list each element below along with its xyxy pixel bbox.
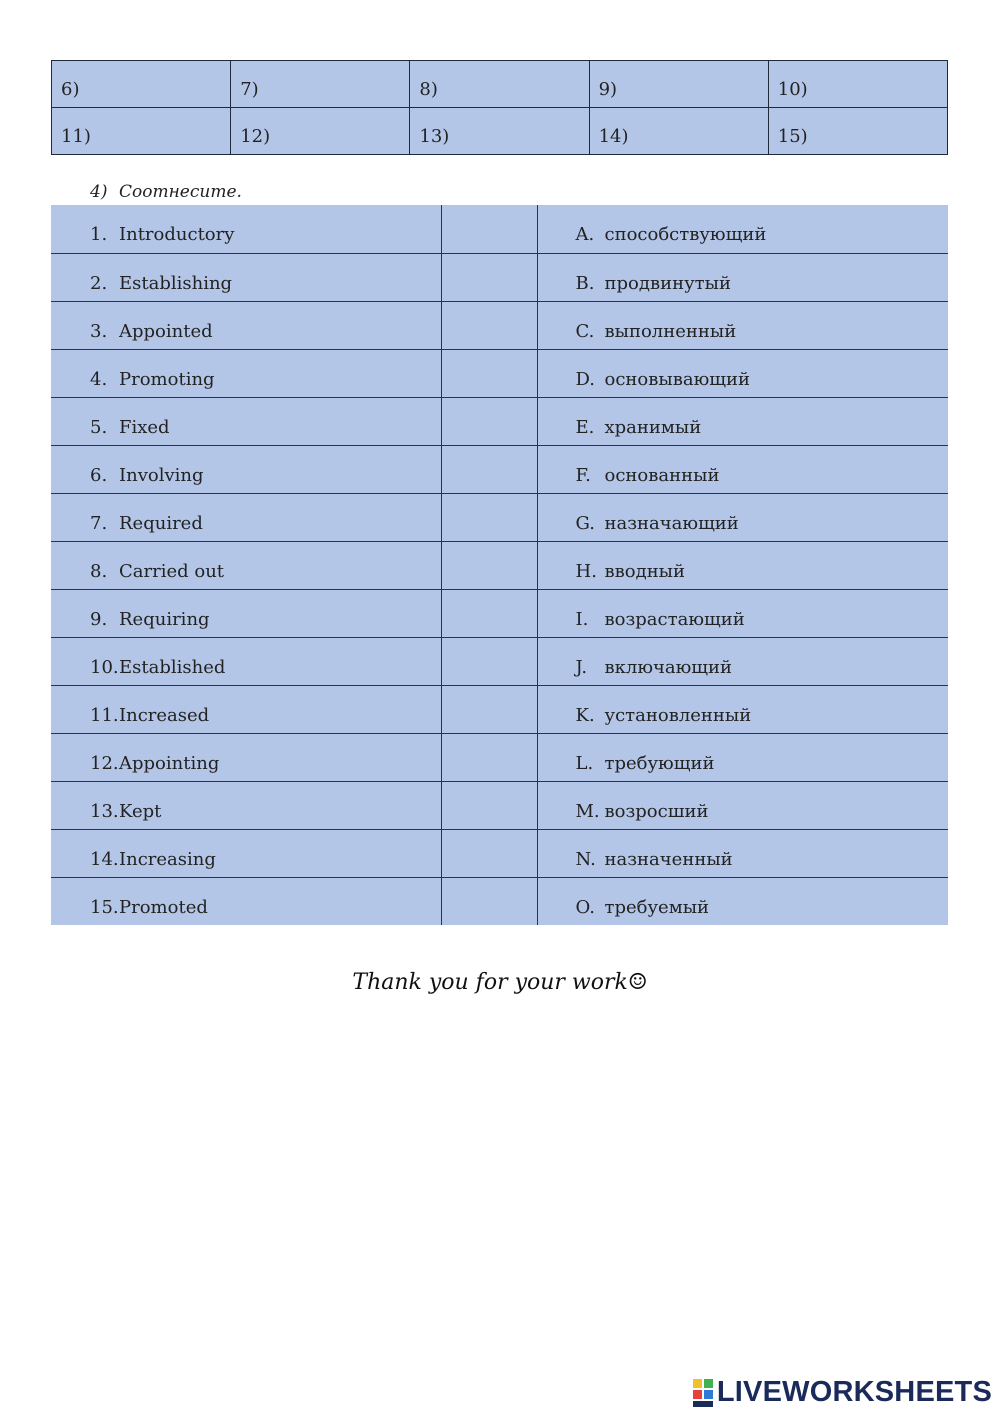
answer-blank[interactable]: [441, 253, 537, 301]
russian-translation-cell: [537, 781, 948, 829]
answer-cell[interactable]: 11): [52, 108, 231, 155]
russian-translation-cell: [537, 637, 948, 685]
english-term: Promoted: [119, 896, 208, 918]
term-number: 15.: [90, 896, 119, 918]
answer-blank[interactable]: [441, 637, 537, 685]
russian-translation-cell: [537, 877, 948, 925]
match-row: [51, 301, 948, 349]
answer-cell[interactable]: 8): [410, 61, 589, 108]
russian-translation-cell: [537, 205, 948, 253]
english-term-cell: [51, 733, 441, 781]
answer-blank[interactable]: [441, 349, 537, 397]
match-row: [51, 445, 948, 493]
answer-cell[interactable]: 15): [768, 108, 947, 155]
russian-translation: возрастающий: [604, 608, 745, 630]
english-term: Appointed: [119, 320, 213, 342]
match-row: [51, 493, 948, 541]
russian-translation: основанный: [604, 464, 720, 486]
english-term: Involving: [119, 464, 204, 486]
term-number: 5.: [90, 416, 108, 438]
russian-translation-cell: [537, 445, 948, 493]
option-letter: M.: [575, 800, 600, 822]
answer-grid: [51, 60, 948, 155]
term-number: 10.: [90, 656, 119, 678]
english-term-cell: [51, 589, 441, 637]
russian-translation-cell: [537, 253, 948, 301]
english-term-cell: [51, 397, 441, 445]
option-letter: E.: [575, 416, 595, 438]
thank-you-note: [0, 970, 1000, 995]
answer-cell[interactable]: 6): [52, 61, 231, 108]
english-term: Increasing: [119, 848, 216, 870]
english-term-cell: [51, 541, 441, 589]
answer-cell[interactable]: 13): [410, 108, 589, 155]
answer-blank[interactable]: [441, 829, 537, 877]
match-row: [51, 781, 948, 829]
option-letter: D.: [575, 368, 596, 390]
brand-name: LIVEWORKSHEETS: [716, 1376, 992, 1408]
answer-blank[interactable]: [441, 877, 537, 925]
answer-cell[interactable]: 7): [231, 61, 410, 108]
answer-blank[interactable]: [441, 397, 537, 445]
english-term-cell: [51, 493, 441, 541]
answer-cell[interactable]: 12): [231, 108, 410, 155]
option-letter: O.: [575, 896, 595, 918]
russian-translation: назначенный: [604, 848, 733, 870]
match-row: [51, 397, 948, 445]
english-term-cell: [51, 445, 441, 493]
russian-translation-cell: [537, 349, 948, 397]
answer-blank[interactable]: [441, 301, 537, 349]
term-number: 12.: [90, 752, 119, 774]
task-instruction: Соотнесите.: [119, 182, 242, 202]
brand-logo: [692, 1376, 992, 1409]
answer-blank[interactable]: [441, 733, 537, 781]
answer-blank[interactable]: [441, 493, 537, 541]
english-term-cell: [51, 349, 441, 397]
russian-translation-cell: [537, 397, 948, 445]
option-letter: L.: [575, 752, 594, 774]
term-number: 14.: [90, 848, 119, 870]
match-row: [51, 685, 948, 733]
term-number: 9.: [90, 608, 108, 630]
russian-translation: возросший: [604, 800, 709, 822]
answer-blank[interactable]: [441, 541, 537, 589]
option-letter: H.: [575, 560, 597, 582]
russian-translation: требуемый: [604, 896, 710, 918]
english-term-cell: [51, 829, 441, 877]
russian-translation-cell: [537, 589, 948, 637]
term-number: 8.: [90, 560, 108, 582]
answer-cell[interactable]: 9): [589, 61, 768, 108]
option-letter: K.: [575, 704, 595, 726]
answer-cell[interactable]: 10): [768, 61, 947, 108]
russian-translation: требующий: [604, 752, 715, 774]
option-letter: F.: [575, 464, 591, 486]
option-letter: A.: [575, 224, 595, 246]
english-term: Kept: [119, 800, 162, 822]
russian-translation-cell: [537, 829, 948, 877]
russian-translation-cell: [537, 301, 948, 349]
match-row: [51, 541, 948, 589]
russian-translation: включающий: [604, 656, 733, 678]
option-letter: N.: [575, 848, 596, 870]
english-term: Promoting: [119, 368, 215, 390]
english-term-cell: [51, 253, 441, 301]
russian-translation: вводный: [604, 560, 686, 582]
task-heading: [90, 182, 242, 202]
english-term: Appointing: [119, 752, 220, 774]
task-number: 4): [90, 182, 108, 202]
term-number: 6.: [90, 464, 108, 486]
matching-table: [51, 205, 948, 925]
match-row: [51, 253, 948, 301]
english-term-cell: [51, 781, 441, 829]
option-letter: I.: [575, 608, 589, 630]
term-number: 11.: [90, 704, 119, 726]
smiley-icon: ☺: [627, 970, 648, 995]
russian-translation: назначающий: [604, 512, 739, 534]
term-number: 3.: [90, 320, 108, 342]
liveworksheets-logo-icon: [692, 1378, 714, 1408]
answer-grid-row: [52, 108, 948, 155]
english-term-cell: [51, 301, 441, 349]
match-row: [51, 205, 948, 253]
term-number: 13.: [90, 800, 119, 822]
match-row: [51, 733, 948, 781]
option-letter: C.: [575, 320, 595, 342]
russian-translation: выполненный: [604, 320, 737, 342]
english-term-cell: [51, 637, 441, 685]
match-row: [51, 637, 948, 685]
term-number: 2.: [90, 272, 108, 294]
answer-cell[interactable]: 14): [589, 108, 768, 155]
russian-translation: способствующий: [604, 224, 767, 246]
match-row: [51, 829, 948, 877]
russian-translation-cell: [537, 541, 948, 589]
thank-you-text: Thank you for your work: [352, 970, 628, 995]
russian-translation-cell: [537, 733, 948, 781]
english-term: Increased: [119, 704, 210, 726]
russian-translation: установленный: [604, 704, 752, 726]
answer-blank[interactable]: [441, 205, 537, 253]
answer-blank[interactable]: [441, 685, 537, 733]
russian-translation-cell: [537, 493, 948, 541]
english-term: Fixed: [119, 416, 170, 438]
answer-blank[interactable]: [441, 589, 537, 637]
option-letter: J.: [575, 656, 588, 678]
english-term: Introductory: [119, 224, 235, 246]
english-term: Required: [119, 512, 203, 534]
english-term: Established: [119, 656, 226, 678]
english-term-cell: [51, 877, 441, 925]
russian-translation: продвинутый: [604, 272, 731, 294]
english-term-cell: [51, 685, 441, 733]
term-number: 7.: [90, 512, 108, 534]
answer-blank[interactable]: [441, 445, 537, 493]
russian-translation: основывающий: [604, 368, 750, 390]
term-number: 4.: [90, 368, 108, 390]
match-row: [51, 349, 948, 397]
term-number: 1.: [90, 224, 108, 246]
answer-blank[interactable]: [441, 781, 537, 829]
match-row: [51, 877, 948, 925]
russian-translation: хранимый: [604, 416, 702, 438]
russian-translation-cell: [537, 685, 948, 733]
english-term-cell: [51, 205, 441, 253]
option-letter: G.: [575, 512, 595, 534]
answer-grid-row: [52, 61, 948, 108]
english-term: Carried out: [119, 560, 225, 582]
english-term: Establishing: [119, 272, 233, 294]
english-term: Requiring: [119, 608, 210, 630]
option-letter: B.: [575, 272, 595, 294]
match-row: [51, 589, 948, 637]
